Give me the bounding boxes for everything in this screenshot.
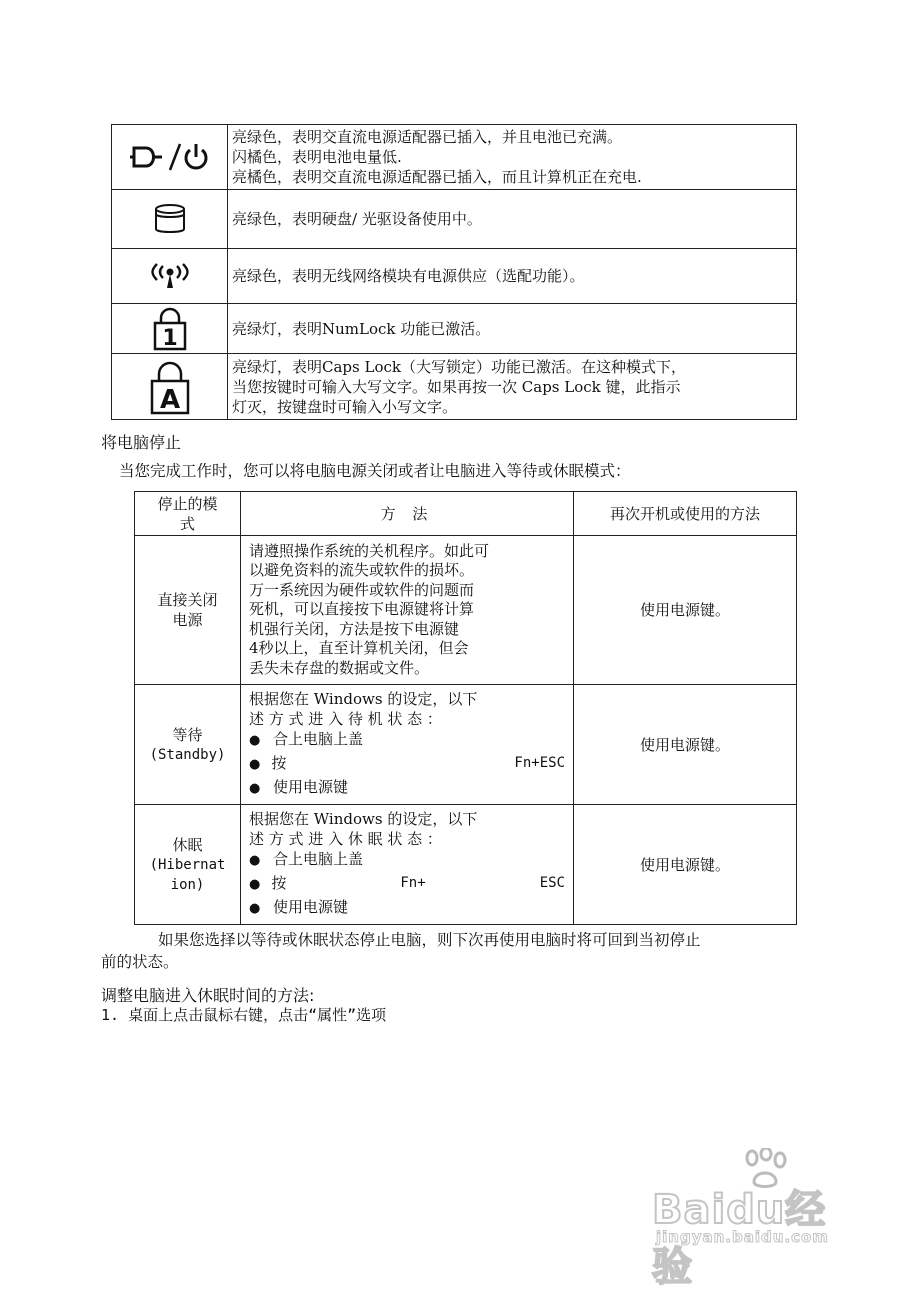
bullet-text: 按 <box>271 753 287 772</box>
desc-line: 灯灭，按键盘时可输入小写文字。 <box>232 397 458 416</box>
mode-reopen: 使用电源键。 <box>574 805 797 925</box>
numlock-glyph: 1 <box>161 325 178 351</box>
mode-method <box>241 805 574 925</box>
indicator-icon-cell <box>112 190 228 249</box>
mode-line: ion) <box>170 876 205 893</box>
indicator-icon-cell <box>112 125 228 190</box>
hard-disk-icon <box>153 203 187 235</box>
indicator-row-power <box>112 125 797 190</box>
mode-name <box>135 536 241 685</box>
bullet-text: 合上电脑上盖 <box>273 729 364 748</box>
bullet-text: 合上电脑上盖 <box>273 849 364 868</box>
bullet-item <box>249 849 565 873</box>
indicator-icon-cell <box>112 249 228 304</box>
mode-row-shutdown <box>135 536 797 685</box>
numlock-icon <box>153 307 187 351</box>
mode-row-standby <box>135 685 797 805</box>
mode-line: 等待 <box>172 725 203 744</box>
method-line: 丢失未存盘的数据或文件。 <box>249 658 430 677</box>
baidu-watermark <box>652 1148 852 1290</box>
indicator-description <box>228 354 797 420</box>
desc-line: 当您按键时可输入大写文字。如果再按一次 Caps Lock 键，此指示 <box>232 377 681 396</box>
indicator-row-wireless <box>112 249 797 304</box>
key-combo: Fn+ <box>400 874 426 891</box>
indicator-description <box>228 249 797 304</box>
bullet-icon: ● <box>249 876 261 892</box>
bullet-text: 使用电源键 <box>273 897 349 916</box>
bullet-item <box>249 897 565 921</box>
mode-method <box>241 536 574 685</box>
note-line-1: 如果您选择以等待或休眠状态停止电脑，则下次再使用电脑时将可回到当初停止 <box>158 931 701 949</box>
bullet-icon: ● <box>249 900 261 916</box>
note-line-2: 前的状态。 <box>101 953 179 971</box>
mode-method <box>241 685 574 805</box>
bullet-item <box>249 777 565 801</box>
step-1: 1. 桌面上点击鼠标右键，点击“属性”选项 <box>101 1006 387 1024</box>
bullet-icon: ● <box>249 732 261 748</box>
mode-row-hibernation <box>135 805 797 925</box>
section-title-hibernate: 调整电脑进入休眠时间的方法: <box>101 986 315 1005</box>
method-line: 以避免资料的流失或软件的损坏。 <box>249 561 475 580</box>
bullet-text: 使用电源键 <box>273 777 349 796</box>
indicator-icon-cell <box>112 354 228 420</box>
method-line: 述 方 式 进 入 休 眠 状 态 ： <box>249 829 442 848</box>
mode-name <box>135 685 241 805</box>
watermark-url: jingyan.baidu.com <box>656 1228 829 1246</box>
capslock-glyph: A <box>159 384 180 415</box>
indicator-row-capslock <box>112 354 797 420</box>
method-line: 万一系统因为硬件或软件的问题而 <box>249 580 475 599</box>
bullet-icon: ● <box>249 780 261 796</box>
power-adapter-battery-icon <box>130 142 210 172</box>
bullet-icon: ● <box>249 756 261 772</box>
desc-line: 亮绿色，表明无线网络模块有电源供应（选配功能）。 <box>232 267 585 285</box>
stop-mode-table <box>134 491 797 925</box>
bullet-item <box>249 729 565 753</box>
desc-line: 闪橘色，表明电池电量低. <box>232 148 402 166</box>
indicator-table <box>111 124 797 420</box>
method-line: 述 方 式 进 入 待 机 状 态 ： <box>249 709 442 728</box>
wireless-icon <box>147 263 193 289</box>
indicator-icon-cell <box>112 304 228 354</box>
key-combo: ESC <box>539 874 565 891</box>
method-line: 死机，可以直接按下电源键将计算 <box>249 600 475 619</box>
header-line: 式 <box>179 514 195 533</box>
desc-line: 亮橘色，表明交直流电源适配器已插入，而且计算机正在充电. <box>232 168 642 186</box>
section-intro: 当您完成工作时，您可以将电脑电源关闭或者让电脑进入等待或休眠模式： <box>119 462 631 480</box>
desc-line: 亮绿灯，表明Caps Lock（大写锁定）功能已激活。在这种模式下， <box>232 357 686 376</box>
mode-line: 休眠 <box>172 835 203 854</box>
key-combo: Fn+ESC <box>514 754 565 771</box>
mode-line: (Hibernat <box>149 856 226 873</box>
desc-line: 亮绿色，表明硬盘/ 光驱设备使用中。 <box>232 210 482 228</box>
indicator-row-numlock <box>112 304 797 354</box>
indicator-description <box>228 190 797 249</box>
desc-line: 亮绿色，表明交直流电源适配器已插入，并且电池已充满。 <box>232 128 623 146</box>
section-title-stop: 将电脑停止 <box>101 433 182 452</box>
header-method: 方 法 <box>241 492 574 536</box>
desc-line: 亮绿灯，表明NumLock 功能已激活。 <box>232 319 491 338</box>
mode-reopen: 使用电源键。 <box>574 685 797 805</box>
header-reopen: 再次开机或使用的方法 <box>574 492 797 536</box>
watermark-brand: Baidu经验 <box>652 1187 827 1290</box>
indicator-row-disk <box>112 190 797 249</box>
mode-reopen: 使用电源键。 <box>574 536 797 685</box>
mode-line: 直接关闭 <box>157 591 218 609</box>
mode-line: (Standby) <box>149 746 226 763</box>
indicator-description <box>228 125 797 190</box>
bullet-item <box>249 873 565 897</box>
header-line: 停止的模 <box>157 494 218 513</box>
header-mode <box>135 492 241 536</box>
bullet-item <box>249 753 565 777</box>
bullet-icon: ● <box>249 852 261 868</box>
method-line: 4秒以上，直至计算机关闭，但会 <box>249 639 469 658</box>
method-line: 请遵照操作系统的关机程序。如此可 <box>249 541 490 560</box>
mode-name <box>135 805 241 925</box>
method-line: 根据您在 Windows 的设定，以下 <box>249 689 478 708</box>
bullet-text: 按 <box>271 873 287 892</box>
capslock-icon <box>150 359 190 415</box>
method-line: 机强行关闭，方法是按下电源键 <box>249 619 460 638</box>
mode-line: 电源 <box>172 611 203 629</box>
mode-table-header <box>135 492 797 536</box>
method-line: 根据您在 Windows 的设定，以下 <box>249 809 478 828</box>
indicator-description <box>228 304 797 354</box>
